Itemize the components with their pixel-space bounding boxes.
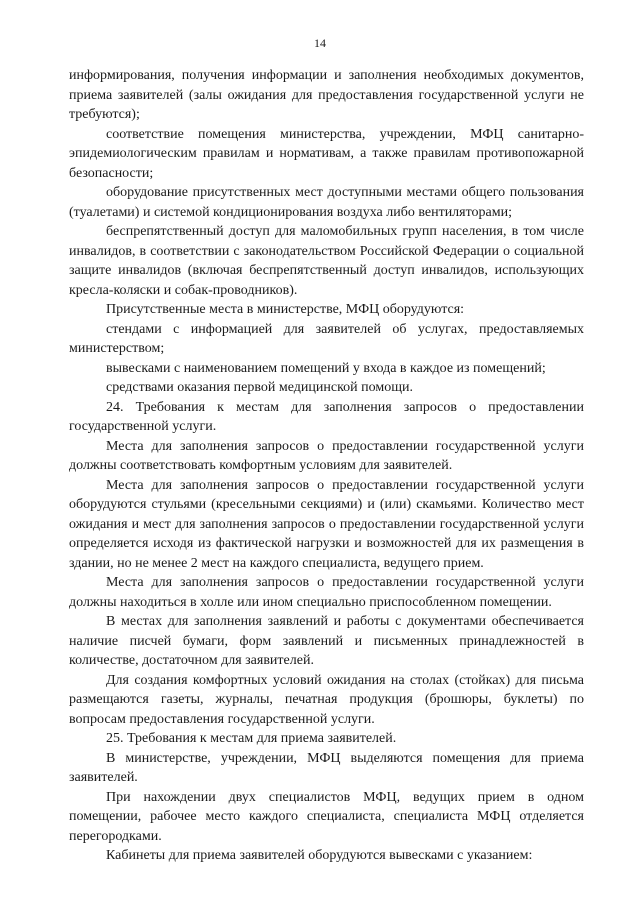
paragraph: В министерстве, учреждении, МФЦ выделяются помещения для приема заявителей. xyxy=(69,750,584,785)
paragraph: информирования, получения информации и заполнения необходимых документов, приема заявителей (залы ожидания для предоставления государственной услуги не требуются); xyxy=(69,68,584,122)
paragraph: беспрепятственный доступ для маломобильных групп населения, в том числе инвалидов, в соответствии с законодательством Российской Федерации о социальной защите инвалидов (включая беспрепятственный доступ инвалидов, использующих кресла-коляски и собак-проводников). xyxy=(69,224,584,298)
section-heading: 25. Требования к местам для приема заявителей. xyxy=(106,731,397,746)
paragraph: Кабинеты для приема заявителей оборудуются вывесками с указанием: xyxy=(106,848,533,863)
paragraph: Присутственные места в министерстве, МФЦ оборудуются: xyxy=(106,302,465,317)
paragraph: Для создания комфортных условий ожидания на столах (стойках) для письма размещаются газеты, журналы, печатная продукция (брошюры, буклеты) по вопросам предоставления государственной услуги. xyxy=(69,672,584,727)
paragraph: В местах для заполнения заявлений и работы с документами обеспечивается наличие писчей бумаги, форм заявлений и письменных принадлежностей в количестве, достаточном для заявителей. xyxy=(69,614,584,668)
paragraph: Места для заполнения запросов о предоставлении государственной услуги оборудуются стульями (кресельными секциями) и (или) скамьями. Количество мест ожидания и мест для заполнения запросов о предоставлении государственной услуги определяется исходя из фактической нагрузки и возможностей для их размещения в здании, но не менее 2 мест на каждого специалиста, ведущего прием. xyxy=(69,477,584,571)
paragraph: Места для заполнения запросов о предоставлении государственной услуги должны находиться в холле или ином специально приспособленном помещении. xyxy=(69,575,584,610)
paragraph: Места для заполнения запросов о предоставлении государственной услуги должны соответствовать комфортным условиям для заявителей. xyxy=(69,438,584,473)
paragraph: средствами оказания первой медицинской помощи. xyxy=(106,380,414,395)
page-number: 14 xyxy=(314,36,326,50)
paragraph: оборудование присутственных мест доступными местами общего пользования (туалетами) и системой кондиционирования воздуха либо вентиляторами; xyxy=(69,185,584,220)
document-body xyxy=(69,66,584,866)
paragraph: стендами с информацией для заявителей об услугах, предоставляемых министерством; xyxy=(69,321,584,356)
paragraph: При нахождении двух специалистов МФЦ, ведущих прием в одном помещении, рабочее место каждого специалиста, специалиста МФЦ отделяется перегородками. xyxy=(69,789,584,844)
paragraph: соответствие помещения министерства, учреждении, МФЦ санитарно-эпидемиологическим правилам и нормативам, а также правилам противопожарной безопасности; xyxy=(69,126,584,181)
section-heading: 24. Требования к местам для заполнения запросов о предоставлении государственной услуги. xyxy=(69,399,584,434)
paragraph: вывесками с наименованием помещений у входа в каждое из помещений; xyxy=(106,360,546,376)
